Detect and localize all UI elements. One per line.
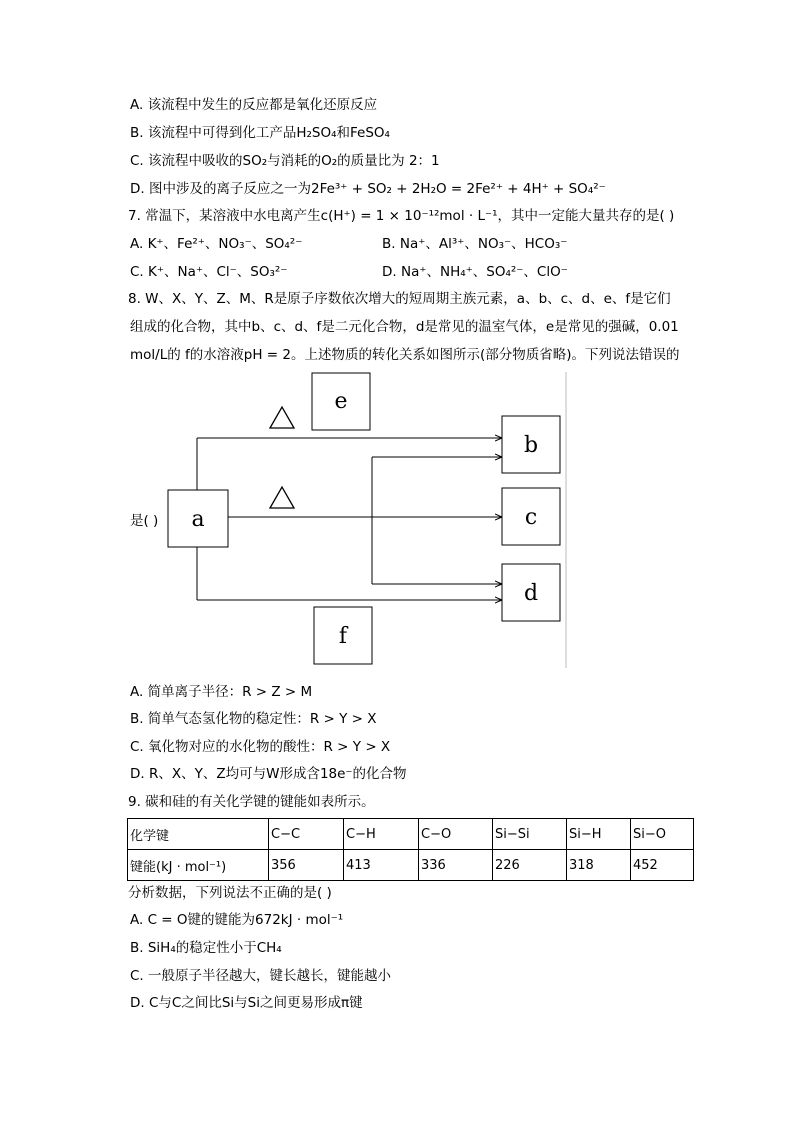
q6-option-b: B. 该流程中可得到化工产品H₂SO₄和FeSO₄ xyxy=(130,125,390,141)
box-e-label: e xyxy=(334,389,348,414)
q8-stem-line2: 组成的化合物，其中b、c、d、f是二元化合物，d是常见的温室气体，e是常见的强碱，0.01 xyxy=(130,319,679,335)
box-b-label: b xyxy=(523,433,539,458)
table-cell: Si−O xyxy=(631,819,694,850)
q9-option-c: C. 一般原子半径越大，键长越长，键能越小 xyxy=(130,968,392,984)
heat-triangle-1 xyxy=(270,407,294,428)
q8-option-c: C. 氧化物对应的水化物的酸性：R > Y > X xyxy=(130,739,391,755)
box-f-label: f xyxy=(338,624,348,649)
table-cell: 化学键 xyxy=(128,819,269,850)
q9-analysis: 分析数据，下列说法不正确的是( ) xyxy=(128,885,332,901)
q7-option-a: A. K⁺、Fe²⁺、NO₃⁻、SO₄²⁻ xyxy=(130,236,303,252)
q8-option-b: B. 简单气态氢化物的稳定性：R > Y > X xyxy=(130,711,377,727)
table-cell: 226 xyxy=(493,850,567,881)
q8-stem-line1: 8. W、X、Y、Z、M、R是原子序数依次增大的短周期主族元素，a、b、c、d、e、f是它们 xyxy=(128,291,671,307)
bond-energy-table xyxy=(127,818,694,881)
table-cell: Si−H xyxy=(567,819,631,850)
table-header-row xyxy=(128,819,694,850)
q6-option-c: C. 该流程中吸收的SO₂与消耗的O₂的质量比为 2：1 xyxy=(130,153,440,169)
table-cell: 318 xyxy=(567,850,631,881)
table-cell: C−C xyxy=(269,819,344,850)
box-d-label: d xyxy=(523,581,539,606)
table-cell: C−H xyxy=(344,819,419,850)
box-a-label: a xyxy=(191,507,205,532)
box-c-label: c xyxy=(524,505,538,530)
q6-option-a: A. 该流程中发生的反应都是氧化还原反应 xyxy=(130,97,378,113)
q8-stem-line3: mol/L的 f的水溶液pH = 2。上述物质的转化关系如图所示(部分物质省略)。下列说法错误的 xyxy=(130,347,680,363)
q7-option-b: B. Na⁺、Al³⁺、NO₃⁻、HCO₃⁻ xyxy=(382,236,568,252)
table-cell: 336 xyxy=(419,850,493,881)
q9-option-d: D. C与C之间比Si与Si之间更易形成π键 xyxy=(130,995,363,1011)
table-row xyxy=(128,850,694,881)
q6-option-d: D. 图中涉及的离子反应之一为2Fe³⁺ + SO₂ + 2H₂O = 2Fe²⁺ + 4H⁺ + SO₄²⁻ xyxy=(130,181,606,197)
q7-option-c: C. K⁺、Na⁺、Cl⁻、SO₃²⁻ xyxy=(130,264,288,280)
heat-triangle-2 xyxy=(270,487,294,508)
table-cell: 356 xyxy=(269,850,344,881)
q9-stem: 9. 碳和硅的有关化学键的键能如表所示。 xyxy=(128,794,375,810)
table-cell: C−O xyxy=(419,819,493,850)
q7-option-d: D. Na⁺、NH₄⁺、SO₄²⁻、ClO⁻ xyxy=(382,264,568,280)
q9-option-a: A. C = O键的键能为672kJ · mol⁻¹ xyxy=(130,912,344,928)
q8-option-a: A. 简单离子半径：R > Z > M xyxy=(130,684,313,700)
table-cell: 413 xyxy=(344,850,419,881)
q8-option-d: D. R、X、Y、Z均可与W形成含18e⁻的化合物 xyxy=(130,766,407,782)
q7-stem: 7. 常温下，某溶液中水电离产生c(H⁺) = 1 × 10⁻¹²mol · L⁻¹，其中一定能大量共存的是( ) xyxy=(128,208,675,224)
q9-option-b: B. SiH₄的稳定性小于CH₄ xyxy=(130,940,282,956)
q8-stem-tail: 是( ) xyxy=(130,513,159,529)
table-cell: 键能(kJ · mol⁻¹) xyxy=(128,850,269,881)
table-cell: 452 xyxy=(631,850,694,881)
table-cell: Si−Si xyxy=(493,819,567,850)
